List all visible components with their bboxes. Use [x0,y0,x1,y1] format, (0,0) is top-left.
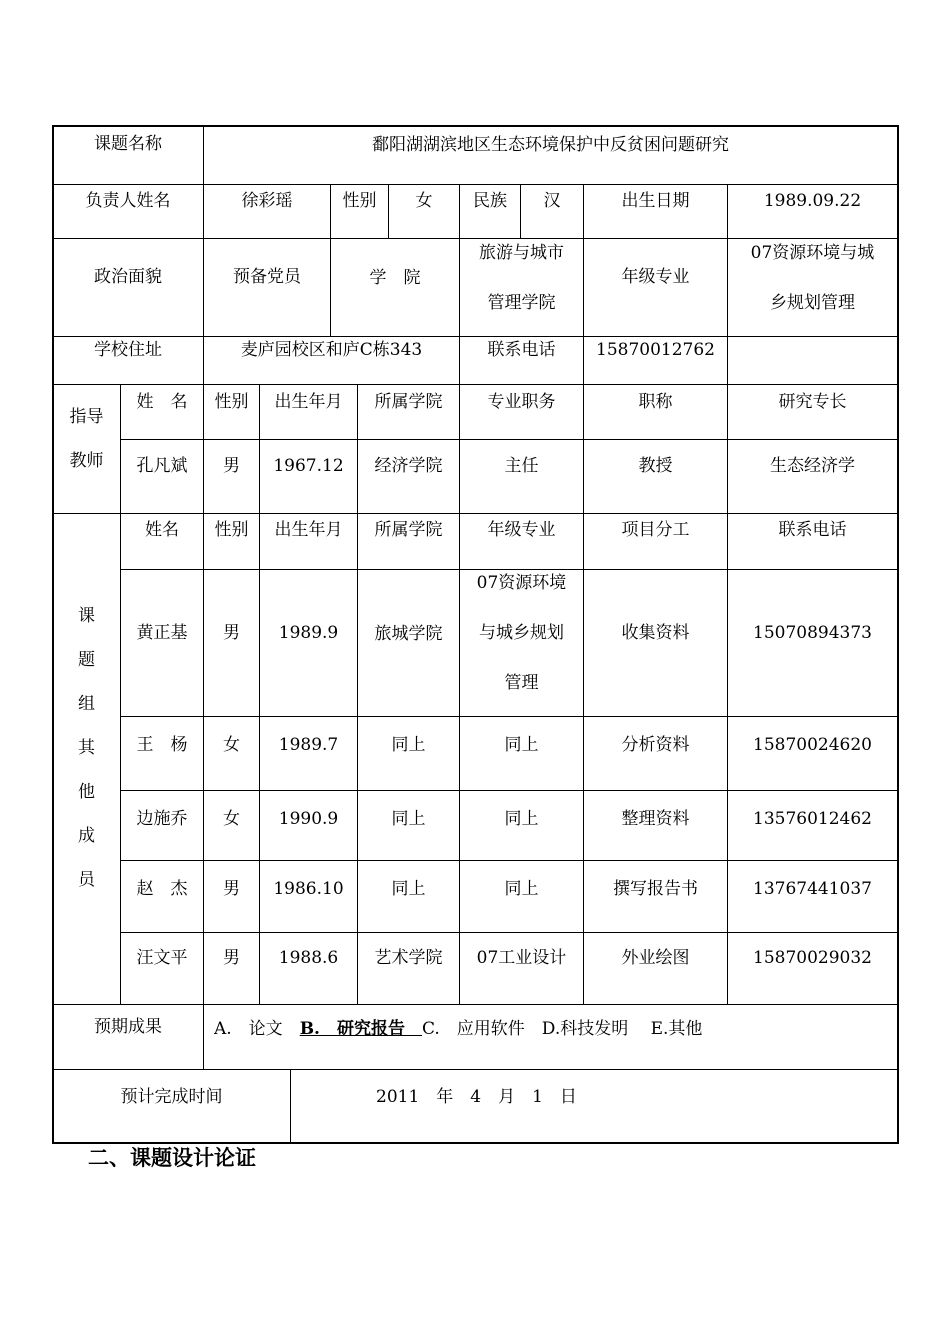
grade-value [728,228,897,328]
member-grade: 同上 [504,735,539,755]
political-label: 政治面貌 [94,267,162,287]
leader-gender-label: 性别 [342,191,377,211]
advisor-section-line-2: 教师 [69,451,104,471]
members-section-char: 成 [78,826,95,846]
member-name: 赵 杰 [136,879,188,899]
leader-name: 徐彩瑶 [241,191,293,211]
member-gender: 女 [223,809,240,829]
project-title-value: 鄱阳湖湖滨地区生态环境保护中反贫困问题研究 [372,135,729,155]
advisor-header-college: 所属学院 [374,392,443,412]
advisor-header-specialty: 研究专长 [778,392,847,412]
phone-value: 15870012762 [596,340,715,360]
advisor-section-line-1: 指导 [69,407,104,427]
address-label: 学校住址 [94,340,162,360]
members-header-college: 所属学院 [374,520,443,540]
leader-birth-label: 出生日期 [621,191,690,211]
advisor-college: 经济学院 [374,456,443,476]
cell-line: 与城乡规划 [479,623,564,643]
advisor-header-gender: 性别 [214,392,249,412]
members-section-char: 其 [78,738,95,758]
project-title-label: 课题名称 [94,134,162,154]
member-birth: 1990.9 [278,809,339,829]
college-value [460,228,583,328]
member-gender: 男 [223,879,240,899]
member-birth: 1989.9 [278,623,339,643]
member-gender: 男 [223,623,240,643]
advisor-gender: 男 [223,456,240,476]
advisor-birth: 1967.12 [273,456,344,476]
section-heading: 二、课题设计论证 [88,1146,256,1170]
members-header-phone: 联系电话 [778,520,847,540]
political-value: 预备党员 [233,267,301,287]
member-grade: 同上 [504,809,539,829]
member-college: 艺术学院 [374,948,443,968]
phone-label: 联系电话 [487,340,556,360]
outcome-option-rest: C. 应用软件 D.科技发明 E.其他 [421,1019,703,1039]
leader-gender: 女 [415,191,433,211]
members-header-task: 项目分工 [621,520,690,540]
outcome-option-b-selected: B. 研究报告 [299,1019,422,1039]
member-grade: 同上 [504,879,539,899]
member-name: 王 杨 [136,735,188,755]
member-phone: 15870029032 [753,948,872,968]
advisor-header-name: 姓 名 [136,392,188,412]
member-gender: 男 [223,948,240,968]
member-name: 汪文平 [136,948,188,968]
address-value: 麦庐园校区和庐C栋343 [240,340,423,360]
member-task: 整理资料 [621,809,690,829]
member-task: 收集资料 [621,623,690,643]
college-line-2: 管理学院 [487,293,556,313]
member-college: 旅城学院 [374,624,443,644]
member-phone: 15870024620 [753,735,872,755]
member-task: 分析资料 [621,735,690,755]
advisor-header-position: 专业职务 [487,392,556,412]
member-grade [460,558,583,708]
members-header-birth: 出生年月 [274,520,343,540]
member-phone: 13767441037 [753,879,872,899]
members-section-char: 员 [78,870,95,890]
advisor-position: 主任 [504,456,539,476]
outcome-option-a: A. 论文 [214,1019,300,1039]
grade-line-2: 乡规划管理 [770,293,855,313]
advisor-section-label [53,395,120,483]
members-section-char: 题 [78,650,95,670]
outcome-options [214,1019,884,1039]
members-header-gender: 性别 [214,520,249,540]
leader-ethnicity-label: 民族 [473,191,507,211]
member-college: 同上 [391,735,426,755]
member-phone: 15070894373 [753,623,872,643]
outcome-label: 预期成果 [94,1017,162,1037]
member-college: 同上 [391,879,426,899]
completion-label: 预计完成时间 [120,1087,223,1107]
grade-label: 年级专业 [621,267,690,287]
members-section-char: 他 [78,782,95,802]
member-birth: 1986.10 [273,879,344,899]
members-section-label [53,594,120,902]
member-college: 同上 [391,809,426,829]
member-phone: 13576012462 [753,809,872,829]
college-label: 学 院 [369,268,421,288]
member-task: 外业绘图 [621,948,690,968]
member-name: 黄正基 [136,623,188,643]
completion-value: 2011 年 4 月 1 日 [376,1087,577,1107]
members-section-char: 课 [78,606,95,626]
leader-birth: 1989.09.22 [763,191,862,211]
members-header-name: 姓名 [145,520,179,540]
member-task: 撰写报告书 [613,879,698,899]
advisor-specialty: 生态经济学 [770,456,855,476]
cell-line: 07资源环境 [476,573,567,593]
leader-name-label: 负责人姓名 [85,191,171,211]
advisor-header-birth: 出生年月 [274,392,343,412]
member-grade: 07工业设计 [476,948,567,968]
member-birth: 1989.7 [278,735,339,755]
college-line-1: 旅游与城市 [479,243,564,263]
advisor-name: 孔凡斌 [136,456,188,476]
member-birth: 1988.6 [278,948,339,968]
leader-ethnicity: 汉 [543,191,561,211]
members-header-grade: 年级专业 [487,520,556,540]
cell-line: 管理 [504,673,539,693]
member-gender: 女 [223,735,240,755]
members-section-char: 组 [78,694,95,714]
grade-line-1: 07资源环境与城 [750,243,875,263]
advisor-title: 教授 [638,456,673,476]
advisor-header-title: 职称 [638,392,673,412]
member-name: 边施乔 [136,809,188,829]
